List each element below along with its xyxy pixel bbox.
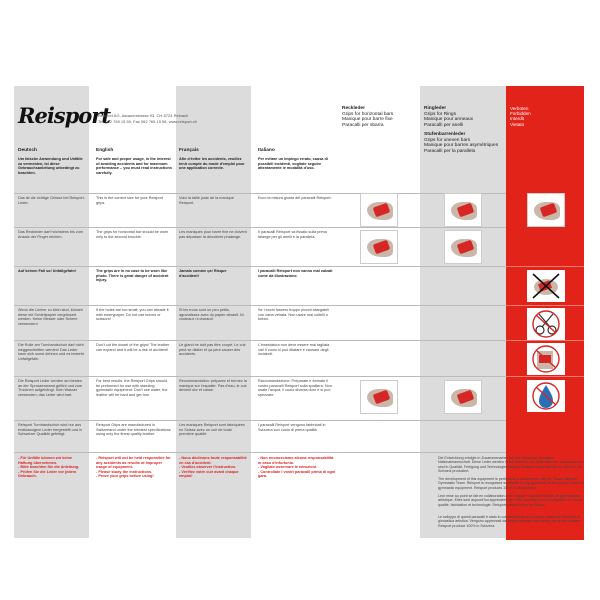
- forbidden-water-icon: [527, 380, 565, 412]
- lang-heading-francais: Français: [179, 148, 199, 153]
- row4-italiano: Se i buchi fossero troppo piccoli allargateli con carta vetrata. Non usare mai coltelli o forbici.: [258, 308, 329, 322]
- row-divider: [14, 376, 506, 377]
- row1-italiano: Ecco la misura giusta del paracalli Reisport.: [258, 196, 332, 200]
- row1-deutsch: Das ist die richtige Grösse bei Reisport-Leder.: [18, 196, 85, 205]
- contact-line: Tel. 062 765 15 50, Fax 062 765 15 58, www.reisport.ch: [98, 119, 197, 124]
- row5-italiano: L'innestatura non deve essere mai tagliata via! Il cuoio si può dilatare e causare degli incidenti.: [258, 343, 330, 357]
- intro-italiano: Per evitare un impiego errato, causa di possibili incidenti, vogliate seguire attentamente le modalità d'uso.: [258, 157, 328, 171]
- row4-francais: Si les trous sont un peu petits, agrandissez avec du papier abrasif. Ni couteaux ni ciseaux!: [179, 308, 244, 322]
- row3-italiano: I paracalli Reisport non vanno mai calzati come da illustrazione.: [258, 269, 333, 278]
- warnings-english: - Reisport will not be held responsible for any accidents as results of improper usage of equipment. - Please study the instructions. - Prove your grips before using!: [96, 456, 171, 479]
- row3-english: The grips are in no case to be worn like photo. There is great danger of accident injury.: [96, 269, 169, 283]
- photo-ringleder-preform: [444, 380, 482, 414]
- row-divider: [14, 193, 506, 194]
- row-divider: [506, 305, 584, 306]
- address-line: Reisport AG, Aarauerstrasse 93, CH-5724 Reinach: [98, 113, 189, 118]
- photo-ringleder-fit: [444, 230, 482, 264]
- row2-english: The grips for horizontal bar should be worn only to the second knuckle.: [96, 230, 169, 239]
- row-divider: [14, 452, 506, 453]
- row4-deutsch: Wenn die Löcher zu klein sind, können diese mit Schleifpapier vergrössert werden. Keine Messer oder Schere verwenden!: [18, 308, 84, 326]
- row-divider: [14, 420, 506, 421]
- footer-english: The development of this equipment is performed in cooperation with the Swiss National Gymnastic Team. Reisport is recognised worldwide by top gymnasts as the proven leader in gymnastic equipment. Reisport products 100% in Switzerland.: [438, 477, 584, 490]
- warnings-deutsch: - Für Unfälle können wir keine Haftung übernehmen. - Bitte beachten Sie die Anleitung. - Prüfen Sie die Leder vor jedem Gebrauch.: [18, 456, 80, 479]
- reckleder-heading: Reckleder Grips for horizontal bars Manique pour barre fixe Paracalli per sbarra: [342, 106, 394, 128]
- row7-italiano: I paracalli Reisport vengono fabbricati in Svizzera con cuoio di prima qualità.: [258, 423, 326, 432]
- row7-deutsch: Reisport Turnhandschuh wird nur aus erstklassigem Leder hergestellt und in Schweizer Qualität gefertigt.: [18, 423, 82, 437]
- row5-english: Don't cut the dowel of the grips! The leather can expand and it will be a risk of accident!: [96, 343, 170, 352]
- reisport-logo: Reisport: [18, 103, 111, 128]
- row-divider: [14, 305, 506, 306]
- row2-deutsch: Das Reckleder darf höchstens bis zum Ansatz der Finger reichen.: [18, 230, 83, 239]
- row5-francais: Le gland ne doit pas être coupé. Le cuir peut se dilater et ça peut causer des accidents.: [179, 343, 246, 357]
- row5-deutsch: Die Rolle am Turnhandschuh darf nicht weggeschnitten werden! Das Leder kann sich sonst dehnen und es besteht Unfallgefahr.: [18, 343, 84, 361]
- row-divider: [506, 376, 584, 377]
- row6-deutsch: Die Reisport Leder werden am besten an der Sprossenwand gefönt und zum Trocknen aufgehängt. Kein Wasser verwenden, das Leder wird hart.: [18, 379, 83, 397]
- footer-francais: Leur mise au point se fait en collaboration avec l'équipe nationale Suisse de gymnastique artistique. Elles sont aujourd'hui appréciées par l'élite mondiale et sont inégalées au niveau qualité, fabrication et technologie. Reisport produit 100% en Suisse.: [438, 494, 583, 507]
- row-divider: [14, 266, 506, 267]
- intro-deutsch: Um falsche Anwendung und Unfälle zu vermeiden, ist diese Gebrauchsanleitung unbedingt zu beachten.: [18, 157, 83, 175]
- row2-italiano: Il paracalli Reisport va fissato sulla prima falange per gli anelli e la parallela.: [258, 230, 327, 239]
- lang-heading-italiano: Italiano: [258, 148, 275, 153]
- lang-heading-english: English: [96, 148, 114, 153]
- row3-deutsch: Auf keinen Fall so! Unfallgefahr!: [18, 269, 77, 273]
- intro-english: For safe and proper usage, in the interest of avoiding accidents and for maximum performance – you must read instructions carefully.: [96, 157, 172, 175]
- forbidden-cut-dowel-icon: [527, 343, 565, 375]
- row3-francais: Jamais comme ça! Risque d'accident!: [179, 269, 227, 278]
- photo-reckleder-size: [360, 193, 398, 227]
- warnings-francais: - Nous déclinons toute responsabilité en cas d'accident. - Veuillez observer l'instruction. - Vérifiez votre cuir avant chaque emploi!: [179, 456, 247, 479]
- row1-english: This is the correct size for your Reisport grips.: [96, 196, 163, 205]
- intro-francais: Afin d'éviter les accidents, veuillez tenir compte du mode d'emploi pour une application correcte.: [179, 157, 245, 171]
- row2-francais: Les maniques pour barre fixe ne doivent pas dépasser la deuxième phalange.: [179, 230, 247, 239]
- row6-italiano: Raccomandazione: Preparate e formate il vostro paracalli Reisport sulla spalliera. Non usate l'acqua, il cuoio diventa duro e si può spezzare.: [258, 379, 332, 397]
- row7-francais: Les maniques Reisport sont fabriquées en Suisse avec un cuir de toute première qualité.: [179, 423, 245, 437]
- lang-heading-deutsch: Deutsch: [18, 148, 37, 153]
- forbidden-heading: Verboten Forbidden Interdit Vietato: [510, 106, 531, 127]
- forbidden-scissors-icon: [527, 308, 565, 340]
- photo-ringleder-size: [444, 193, 482, 227]
- footer-deutsch: Die Entwicklung erfolgte in Zusammenarbeit mit der Schweizer Kunstturn Nationalmannschaft. Diese Leder werden heute weltweit von Spitzenturnern verwendet und sind in Qualität, Fertigung und Technologie führend. Reisport Leder werden zu 100% in der Schweiz produziert.: [438, 456, 584, 474]
- row6-francais: Recommandation: préparez et formez la manique sur l'espalier. Pas d'eau, le cuir devient dur et casse.: [179, 379, 247, 393]
- row-divider: [14, 227, 506, 228]
- row6-english: For best results, the Reisport Grips should be preformed for use with standing gymnastic equipment. Don't use water, the leather will be hard and get torn.: [96, 379, 168, 397]
- row1-francais: Voici la taille juste de la manique Reisport.: [179, 196, 234, 205]
- stufenbarren-heading: Stufenbarrenleder Grips for uneven bars Manique pour barres asymétriques Paracalli per la parallela: [424, 132, 499, 154]
- row-divider: [506, 340, 584, 341]
- row4-english: If the holes are too small, you can abrade it with emerypaper. Do not use knives or scissors!: [96, 308, 169, 322]
- photo-reckleder-preform: [360, 380, 398, 414]
- forbidden-wrong-wear-icon: [527, 270, 565, 302]
- ringleder-heading: Ringleder Grips for Rings Manique pour anneaux Paracalli per anelli: [424, 106, 474, 128]
- row-divider: [14, 340, 506, 341]
- row-divider: [506, 266, 584, 267]
- row7-english: Reisport Grips are manufactured in Switzerland under the strictest specifications using only the finest quality leather.: [96, 423, 171, 437]
- photo-forbidden-fit: [527, 193, 565, 227]
- footer-italiano: Le sviluppo di questi paracalli è stato in collaborazione con l'equipe nazionale Svizzera di ginnastica artistica. Vengono apprezzati dai migliori ginnasti del mondo per la loro qualità. Reisport produce 100% in Svizzera.: [438, 515, 581, 528]
- warnings-italiano: - Non riconosciamo alcuna responsabilità in caso d'infortunio. - Vogliate osservare le istruzioni. - Controllate i vostri paracalli prima di ogni gara.: [258, 456, 336, 479]
- photo-reckleder-fit: [360, 230, 398, 264]
